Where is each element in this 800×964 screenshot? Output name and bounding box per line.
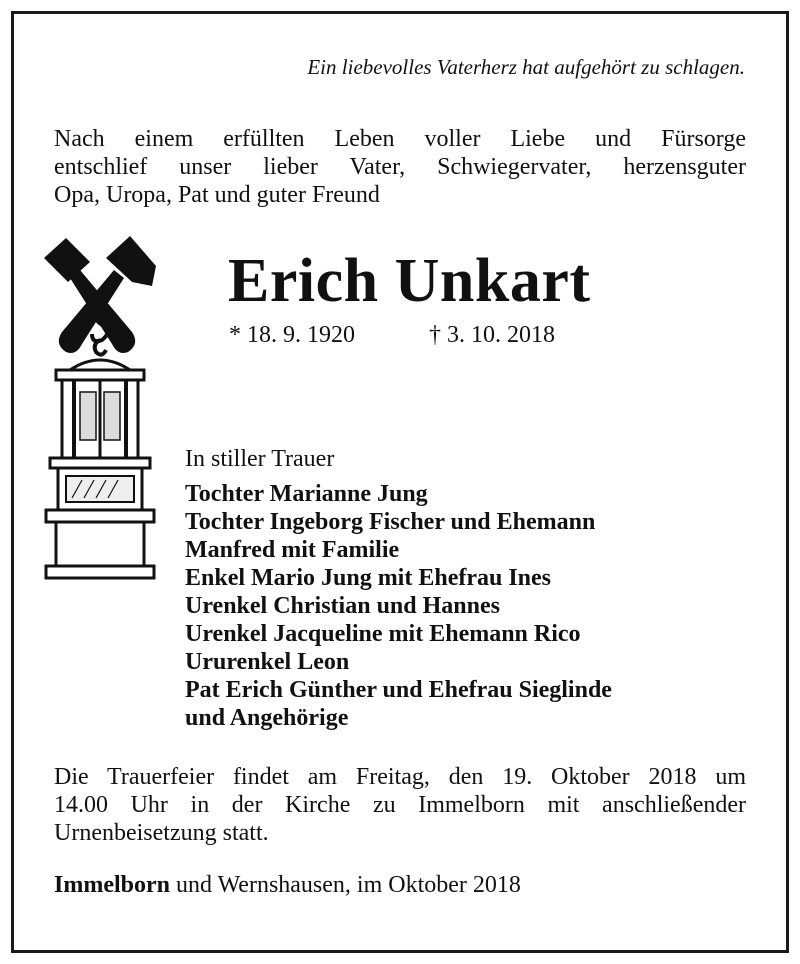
intro-line-2: entschlief unser lieber Vater, Schwiegervater, herzensguter — [54, 154, 746, 180]
death-date: † 3. 10. 2018 — [429, 322, 555, 348]
service-line-2: 14.00 Uhr in der Kirche zu Immelborn mit anschließender — [54, 792, 746, 818]
mourner-item: Ururenkel Leon — [185, 649, 350, 675]
service-line-3: Urnenbeisetzung statt. — [54, 820, 269, 846]
intro-text — [54, 125, 746, 209]
mourner-item: Pat Erich Günther und Ehefrau Sieglinde — [185, 677, 612, 703]
mourner-item: Urenkel Jacqueline mit Ehemann Rico — [185, 621, 581, 647]
mourner-item: und Angehörige — [185, 705, 349, 731]
mourner-item: Tochter Marianne Jung — [185, 481, 428, 507]
service-info — [54, 763, 746, 847]
life-dates — [229, 322, 555, 349]
intro-line-1: Nach einem erfüllten Leben voller Liebe und Fürsorge — [54, 126, 746, 152]
motto: Ein liebevolles Vaterherz hat aufgehört zu schlagen. — [307, 55, 745, 79]
deceased-name: Erich Unkart — [228, 247, 591, 315]
mourners-list — [185, 480, 612, 732]
birth-date: * 18. 9. 1920 — [229, 322, 355, 348]
mourner-item: Enkel Mario Jung mit Ehefrau Ines — [185, 565, 552, 591]
intro-line-3: Opa, Uropa, Pat und guter Freund — [54, 182, 380, 208]
place-rest: und Wernshausen, im Oktober 2018 — [170, 872, 521, 898]
mourner-item: Urenkel Christian und Hannes — [185, 593, 500, 619]
mourner-item: Tochter Ingeborg Fischer und Ehemann — [185, 509, 596, 535]
place-town: Immelborn — [54, 872, 170, 898]
mourner-item: Manfred mit Familie — [185, 537, 400, 563]
mourning-label: In stiller Trauer — [185, 446, 335, 472]
miners-hammer-and-lamp-icon — [40, 232, 160, 584]
place-and-date — [54, 872, 521, 899]
service-line-1: Die Trauerfeier findet am Freitag, den 19. Oktober 2018 um — [54, 764, 746, 790]
